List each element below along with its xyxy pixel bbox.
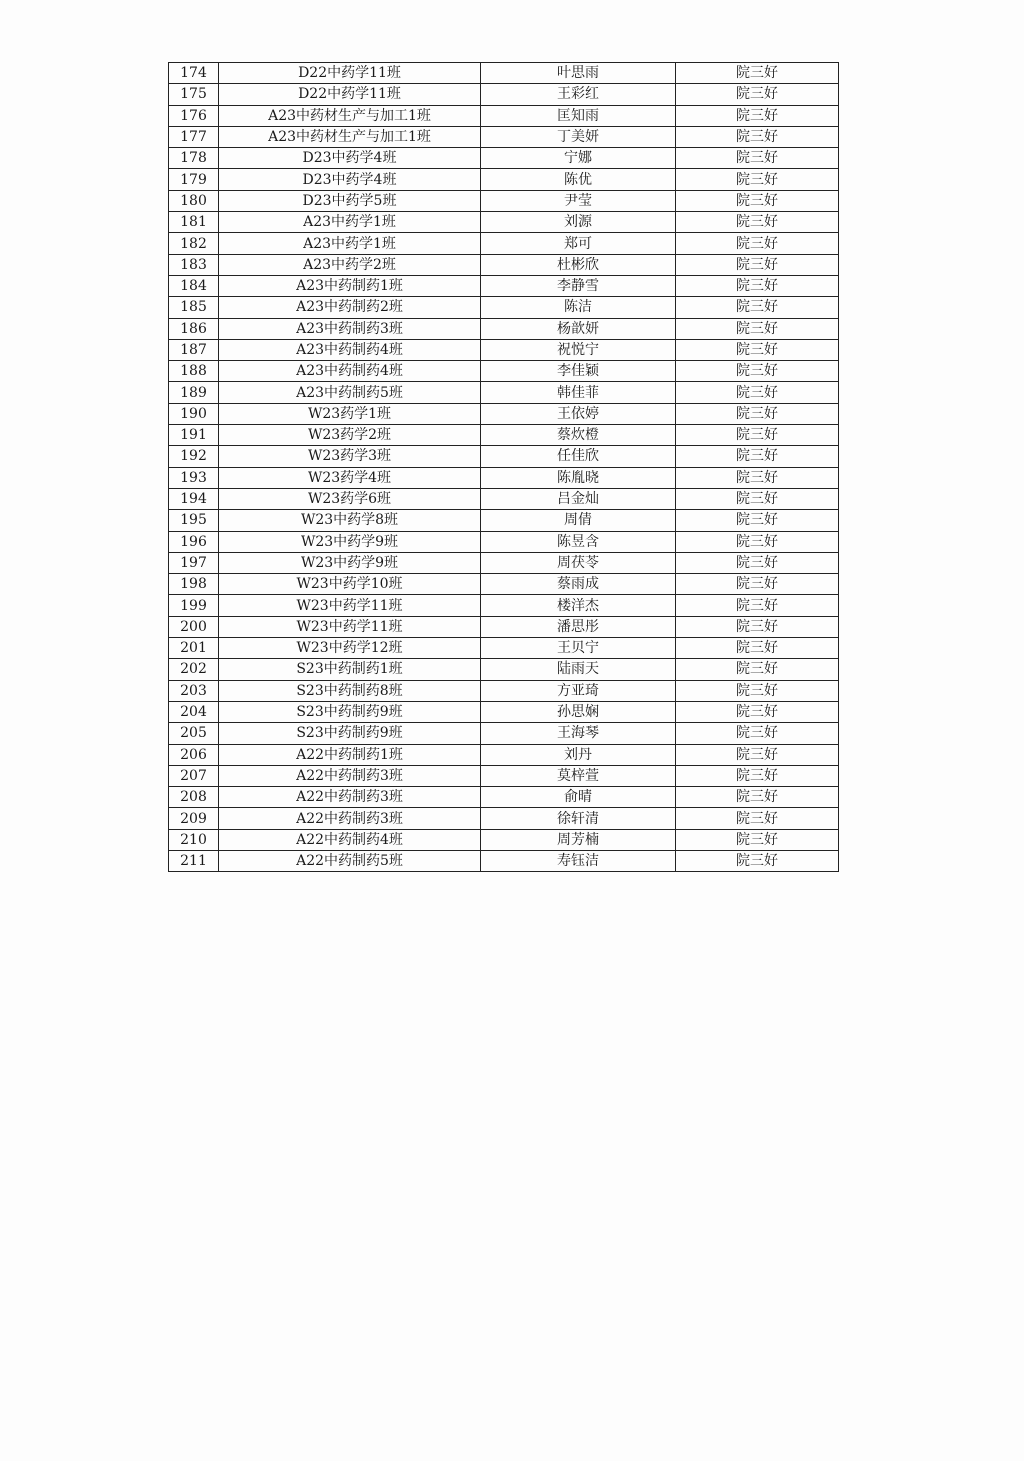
award-cell: 院三好 [676,616,839,637]
student-name-cell: 俞晴 [481,787,676,808]
table-row [169,63,839,84]
student-name-cell: 刘源 [481,212,676,233]
class-name-cell: D23中药学4班 [219,169,481,190]
award-cell: 院三好 [676,233,839,254]
student-name-cell: 陈昱含 [481,531,676,552]
table-row [169,488,839,509]
award-cell: 院三好 [676,318,839,339]
award-cell: 院三好 [676,744,839,765]
row-number-cell: 197 [169,552,219,573]
award-list-table [168,62,839,872]
class-name-cell: D22中药学11班 [219,63,481,84]
award-cell: 院三好 [676,275,839,296]
row-number-cell: 201 [169,638,219,659]
table-row [169,382,839,403]
table-row [169,318,839,339]
row-number-cell: 186 [169,318,219,339]
award-cell: 院三好 [676,510,839,531]
table-row [169,574,839,595]
table-row [169,659,839,680]
student-name-cell: 潘思彤 [481,616,676,637]
row-number-cell: 210 [169,829,219,850]
table-row [169,680,839,701]
student-name-cell: 蔡炊橙 [481,425,676,446]
award-cell: 院三好 [676,531,839,552]
student-name-cell: 吕金灿 [481,488,676,509]
row-number-cell: 187 [169,339,219,360]
table-row [169,339,839,360]
row-number-cell: 199 [169,595,219,616]
award-cell: 院三好 [676,595,839,616]
award-cell: 院三好 [676,808,839,829]
award-cell: 院三好 [676,126,839,147]
student-name-cell: 宁娜 [481,148,676,169]
row-number-cell: 202 [169,659,219,680]
row-number-cell: 189 [169,382,219,403]
class-name-cell: W23中药学10班 [219,574,481,595]
row-number-cell: 209 [169,808,219,829]
table-row [169,701,839,722]
row-number-cell: 194 [169,488,219,509]
class-name-cell: D22中药学11班 [219,84,481,105]
table-row [169,190,839,211]
award-cell: 院三好 [676,212,839,233]
student-name-cell: 李静雪 [481,275,676,296]
row-number-cell: 196 [169,531,219,552]
student-name-cell: 王贝宁 [481,638,676,659]
table-row [169,638,839,659]
class-name-cell: A22中药制药3班 [219,787,481,808]
award-cell: 院三好 [676,63,839,84]
row-number-cell: 184 [169,275,219,296]
award-cell: 院三好 [676,467,839,488]
row-number-cell: 182 [169,233,219,254]
class-name-cell: A23中药制药5班 [219,382,481,403]
award-cell: 院三好 [676,659,839,680]
table-row [169,510,839,531]
row-number-cell: 179 [169,169,219,190]
student-name-cell: 周倩 [481,510,676,531]
row-number-cell: 204 [169,701,219,722]
class-name-cell: A23中药制药4班 [219,339,481,360]
row-number-cell: 176 [169,105,219,126]
table-row [169,829,839,850]
class-name-cell: A22中药制药4班 [219,829,481,850]
row-number-cell: 192 [169,446,219,467]
award-cell: 院三好 [676,638,839,659]
table-row [169,233,839,254]
class-name-cell: S23中药制药8班 [219,680,481,701]
student-name-cell: 周芳楠 [481,829,676,850]
table-row [169,403,839,424]
class-name-cell: W23药学1班 [219,403,481,424]
class-name-cell: W23药学6班 [219,488,481,509]
class-name-cell: W23中药学9班 [219,531,481,552]
student-name-cell: 刘丹 [481,744,676,765]
class-name-cell: A23中药学1班 [219,233,481,254]
student-name-cell: 叶思雨 [481,63,676,84]
row-number-cell: 211 [169,850,219,871]
table-row [169,446,839,467]
row-number-cell: 195 [169,510,219,531]
class-name-cell: A22中药制药1班 [219,744,481,765]
class-name-cell: A23中药学2班 [219,254,481,275]
table-row [169,148,839,169]
row-number-cell: 207 [169,765,219,786]
award-cell: 院三好 [676,488,839,509]
row-number-cell: 203 [169,680,219,701]
row-number-cell: 193 [169,467,219,488]
class-name-cell: W23中药学12班 [219,638,481,659]
student-name-cell: 蔡雨成 [481,574,676,595]
table-row [169,254,839,275]
class-name-cell: W23中药学8班 [219,510,481,531]
award-cell: 院三好 [676,190,839,211]
award-cell: 院三好 [676,297,839,318]
student-name-cell: 杜彬欣 [481,254,676,275]
class-name-cell: A22中药制药5班 [219,850,481,871]
table-row [169,425,839,446]
class-name-cell: W23药学2班 [219,425,481,446]
row-number-cell: 181 [169,212,219,233]
student-name-cell: 陈洁 [481,297,676,318]
award-cell: 院三好 [676,765,839,786]
student-name-cell: 孙思娴 [481,701,676,722]
row-number-cell: 208 [169,787,219,808]
award-cell: 院三好 [676,339,839,360]
row-number-cell: 174 [169,63,219,84]
table-row [169,765,839,786]
student-name-cell: 楼洋杰 [481,595,676,616]
table-row [169,84,839,105]
award-cell: 院三好 [676,446,839,467]
row-number-cell: 177 [169,126,219,147]
class-name-cell: S23中药制药9班 [219,701,481,722]
row-number-cell: 191 [169,425,219,446]
award-cell: 院三好 [676,701,839,722]
class-name-cell: A23中药学1班 [219,212,481,233]
table-row [169,552,839,573]
table-row [169,169,839,190]
student-name-cell: 方亚琦 [481,680,676,701]
award-cell: 院三好 [676,105,839,126]
row-number-cell: 178 [169,148,219,169]
award-cell: 院三好 [676,361,839,382]
class-name-cell: S23中药制药9班 [219,723,481,744]
student-name-cell: 李佳颖 [481,361,676,382]
award-cell: 院三好 [676,169,839,190]
class-name-cell: A22中药制药3班 [219,765,481,786]
student-name-cell: 祝悦宁 [481,339,676,360]
table-row [169,616,839,637]
award-list-body [169,63,839,872]
row-number-cell: 205 [169,723,219,744]
class-name-cell: W23药学3班 [219,446,481,467]
student-name-cell: 陈胤晓 [481,467,676,488]
row-number-cell: 198 [169,574,219,595]
student-name-cell: 匡知雨 [481,105,676,126]
row-number-cell: 188 [169,361,219,382]
table-row [169,808,839,829]
class-name-cell: D23中药学4班 [219,148,481,169]
row-number-cell: 185 [169,297,219,318]
table-row [169,744,839,765]
award-cell: 院三好 [676,84,839,105]
row-number-cell: 200 [169,616,219,637]
class-name-cell: W23中药学11班 [219,616,481,637]
class-name-cell: A23中药制药2班 [219,297,481,318]
table-row [169,126,839,147]
class-name-cell: W23中药学9班 [219,552,481,573]
class-name-cell: S23中药制药1班 [219,659,481,680]
student-name-cell: 韩佳菲 [481,382,676,403]
class-name-cell: A23中药制药4班 [219,361,481,382]
class-name-cell: A23中药材生产与加工1班 [219,126,481,147]
class-name-cell: A23中药制药1班 [219,275,481,296]
award-cell: 院三好 [676,552,839,573]
award-cell: 院三好 [676,382,839,403]
student-name-cell: 莫梓萱 [481,765,676,786]
student-name-cell: 王彩红 [481,84,676,105]
student-name-cell: 陈优 [481,169,676,190]
table-row [169,105,839,126]
student-name-cell: 寿钰洁 [481,850,676,871]
class-name-cell: A23中药制药3班 [219,318,481,339]
award-cell: 院三好 [676,829,839,850]
table-row [169,723,839,744]
class-name-cell: W23药学4班 [219,467,481,488]
award-cell: 院三好 [676,574,839,595]
table-row [169,297,839,318]
class-name-cell: A22中药制药3班 [219,808,481,829]
table-row [169,595,839,616]
table-row [169,531,839,552]
row-number-cell: 206 [169,744,219,765]
row-number-cell: 180 [169,190,219,211]
table-row [169,361,839,382]
student-name-cell: 王依婷 [481,403,676,424]
student-name-cell: 杨歆妍 [481,318,676,339]
student-name-cell: 王海琴 [481,723,676,744]
award-cell: 院三好 [676,680,839,701]
table-row [169,467,839,488]
table-row [169,275,839,296]
class-name-cell: W23中药学11班 [219,595,481,616]
row-number-cell: 183 [169,254,219,275]
award-cell: 院三好 [676,425,839,446]
award-cell: 院三好 [676,254,839,275]
student-name-cell: 徐轩清 [481,808,676,829]
student-name-cell: 丁美妍 [481,126,676,147]
table-row [169,850,839,871]
row-number-cell: 190 [169,403,219,424]
award-cell: 院三好 [676,723,839,744]
award-cell: 院三好 [676,403,839,424]
table-row [169,212,839,233]
award-cell: 院三好 [676,787,839,808]
student-name-cell: 郑可 [481,233,676,254]
row-number-cell: 175 [169,84,219,105]
award-cell: 院三好 [676,850,839,871]
class-name-cell: A23中药材生产与加工1班 [219,105,481,126]
award-cell: 院三好 [676,148,839,169]
student-name-cell: 陆雨天 [481,659,676,680]
class-name-cell: D23中药学5班 [219,190,481,211]
student-name-cell: 任佳欣 [481,446,676,467]
table-row [169,787,839,808]
student-name-cell: 尹莹 [481,190,676,211]
student-name-cell: 周茯苓 [481,552,676,573]
